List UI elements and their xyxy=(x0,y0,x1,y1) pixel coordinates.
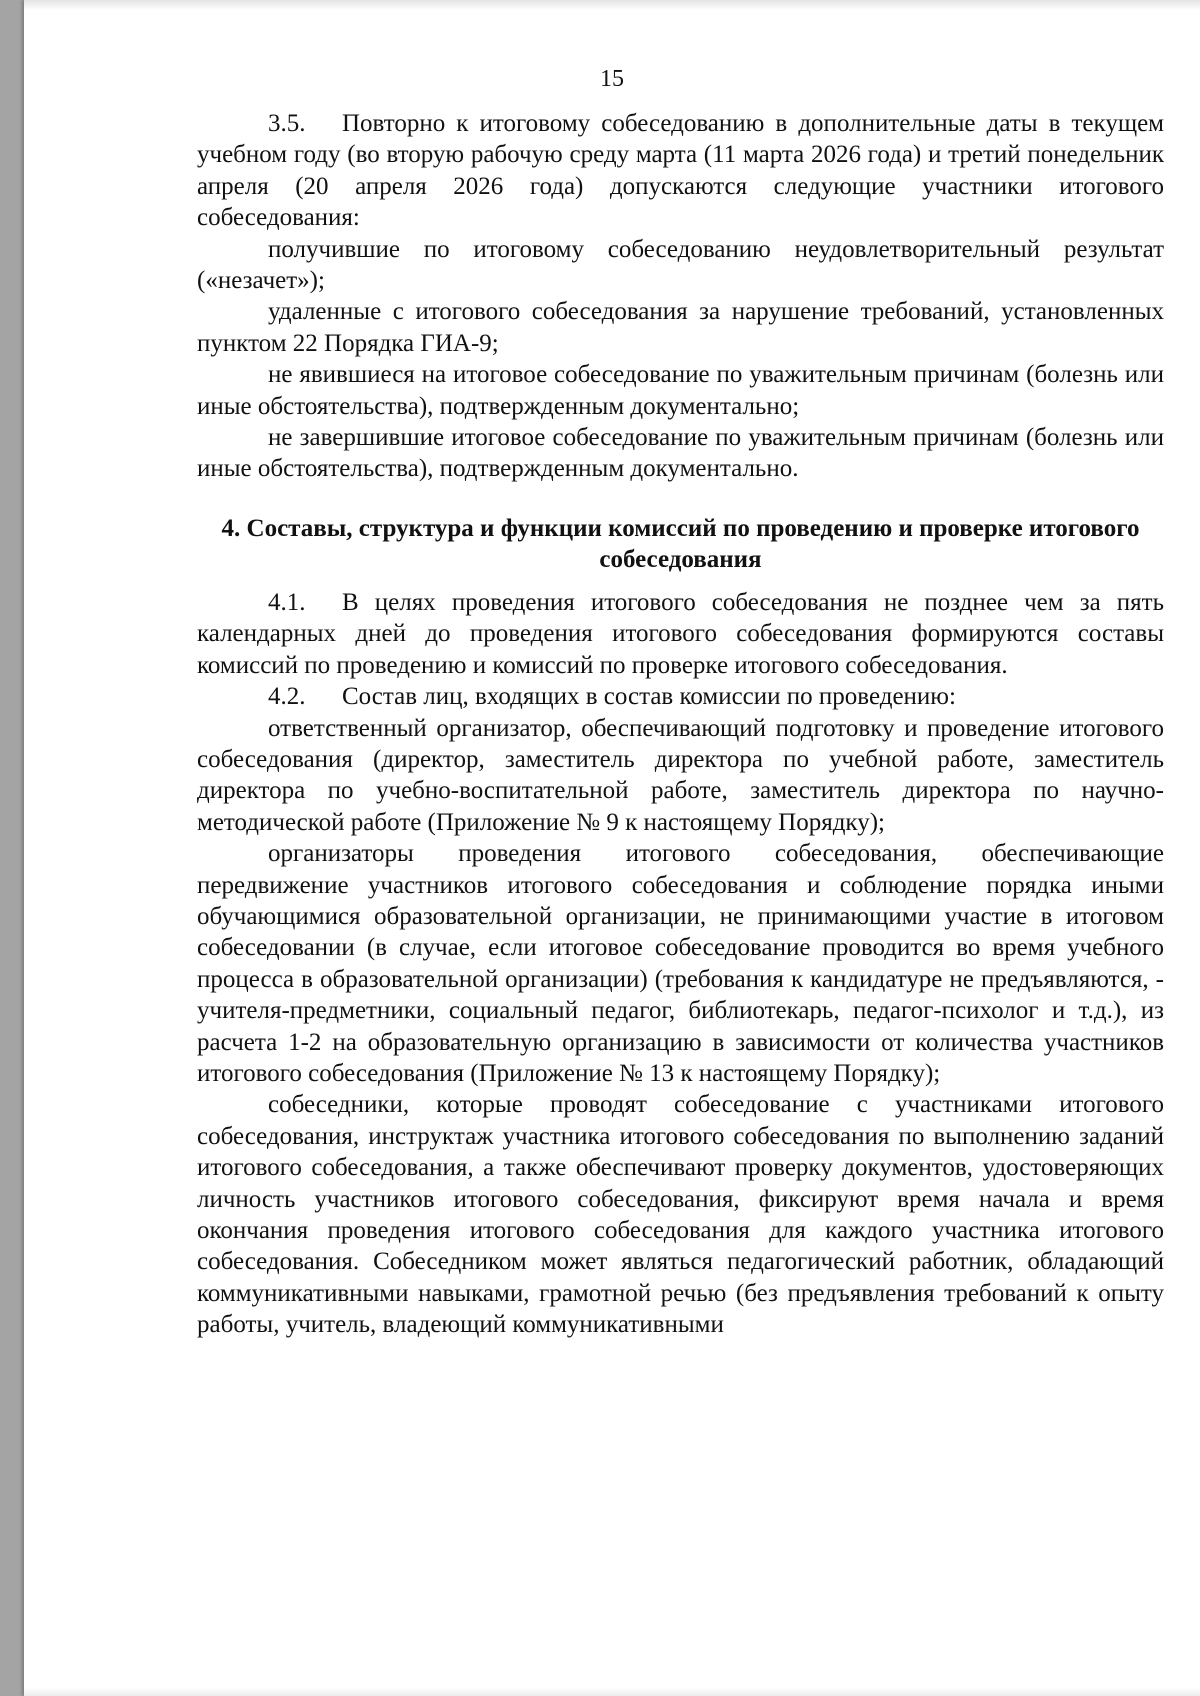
clause-number: 4.2. xyxy=(268,683,306,711)
paragraph-text: Повторно к итоговому собеседованию в дополнительные даты в текущем учебном году (во вторую рабочую среду марта (11 марта 2026 года) и третий понедельник апреля (20 апреля 2026 года) допускаются следующие участники итогового собеседования: xyxy=(197,110,1164,232)
list-item-interlocutors: собеседники, которые проводят собеседование с участниками итогового собеседования, инструктаж участника итогового собеседования по выполнению заданий итогового собеседования, а также обеспечивают проверку документов, удостоверяющих личность участников итогового собеседования, фиксируют время начала и время окончания проведения итогового собеседования для каждого участника итогового собеседования. Собеседником может являться педагогический работник, обладающий коммуникативными навыками, грамотной речью (без предъявления требований к опыту работы, учитель, владеющий коммуникативными xyxy=(197,1091,1164,1339)
paragraph-4-2 xyxy=(197,681,1164,712)
section-heading-4: 4. Составы, структура и функции комиссий по проведению и проверке итогового собеседования xyxy=(221,514,1140,573)
list-item-responsible-organizer: ответственный организатор, обеспечивающий подготовку и проведение итогового собеседования (директор, заместитель директора по учебной работе, заместитель директора по учебно-воспитательной работе, заместитель директора по научно-методической работе (Приложение № 9 к настоящему Порядку); xyxy=(197,714,1164,836)
scan-edge-top xyxy=(24,0,1200,10)
clause-number: 3.5. xyxy=(268,110,306,137)
paragraph-4-1 xyxy=(197,587,1164,681)
document-body xyxy=(197,108,1164,1341)
list-item-not-completed-participants: не завершившие итоговое собеседование по уважительным причинам (болезнь или иные обстоятельства), подтвержденным документально. xyxy=(197,424,1164,483)
scan-edge-bottom xyxy=(24,1688,1200,1696)
clause-number: 4.1. xyxy=(268,588,306,616)
paragraph-text: Состав лиц, входящих в состав комиссии по проведению: xyxy=(342,683,956,711)
list-item-removed-participants: удаленные с итогового собеседования за нарушение требований, установленных пунктом 22 Порядка ГИА-9; xyxy=(197,298,1164,357)
paragraph-3-5 xyxy=(197,108,1164,234)
page-number: 15 xyxy=(600,66,624,92)
list-item-absent-participants: не явившиеся на итоговое собеседование по уважительным причинам (болезнь или иные обстоятельства), подтвержденным документально; xyxy=(197,361,1164,420)
list-item-unsatisfactory-result: получившие по итоговому собеседованию неудовлетворительный результат («незачет»); xyxy=(197,235,1164,295)
paragraph-text: В целях проведения итогового собеседования не позднее чем за пять календарных дней до проведения итогового собеседования формируются составы комиссий по проведению и комиссий по проверке итогового собеседования. xyxy=(197,588,1164,679)
list-item-organizers: организаторы проведения итогового собеседования, обеспечивающие передвижение участников итогового собеседования и соблюдение порядка иными обучающимися образовательной организации, не принимающими участие в итоговом собеседовании (в случае, если итоговое собеседование проводится во время учебного процесса в образовательной организации) (требования к кандидатуре не предъявляются, - учителя-предметники, социальный педагог, библиотекарь, педагог-психолог и т.д.), из расчета 1-2 на образовательную организацию в зависимости от количества участников итогового собеседования (Приложение № 13 к настоящему Порядку); xyxy=(197,840,1164,1087)
document-page xyxy=(24,0,1200,1696)
